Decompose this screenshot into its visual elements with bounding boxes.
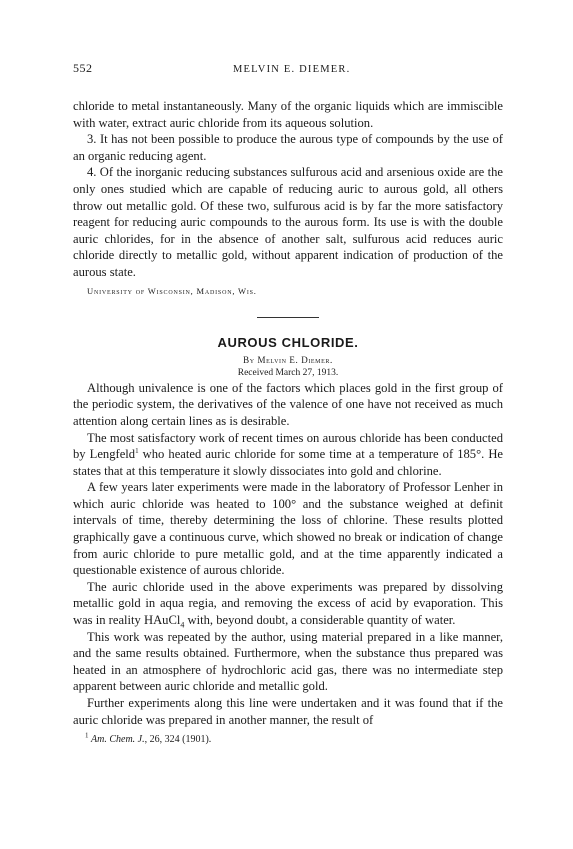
running-title: MELVIN E. DIEMER. bbox=[233, 64, 351, 75]
footnote-mark: 1 bbox=[85, 731, 89, 740]
article-title: AUROUS CHLORIDE. bbox=[217, 335, 359, 351]
article-paragraph-4 bbox=[73, 579, 503, 629]
continued-paragraph-2: 3. It has not been possible to produce the aurous type of compounds by the use of an organic reducing agent. bbox=[73, 132, 503, 163]
footnote-journal: Am. Chem. J. bbox=[91, 734, 145, 746]
footnote bbox=[85, 732, 503, 749]
formula-subscript: 4 bbox=[180, 620, 185, 630]
article-byline: By Melvin E. Diemer. bbox=[243, 354, 333, 365]
section-separator bbox=[257, 317, 319, 318]
author-affiliation: University of Wisconsin, Madison, Wis. bbox=[87, 285, 257, 296]
article-paragraph-3: A few years later experiments were made in the laboratory of Professor Lenher in which auric chloride was heated to 100° and the substance weighed at definit intervals of time, thereby determining the loss of chlorine. These results plotted graphically gave a continuous curve, which showed no break or indication of change from auric chloride to pure metallic gold, and at the time apparently indicated a questionable existence of aurous chloride. bbox=[73, 480, 503, 578]
article-paragraph-2 bbox=[73, 430, 503, 480]
article-paragraph-6: Further experiments along this line were undertaken and it was found that if the auric chloride was prepared in another manner, the result of bbox=[73, 696, 503, 727]
paper-page bbox=[73, 60, 503, 749]
article-paragraph-5: This work was repeated by the author, using material prepared in a like manner, and the same results obtained. Furthermore, when the substance thus prepared was heated in an atmosphere of hydrochloric acid gas, there was no intermediate step apparent between auric chloride and metallic gold. bbox=[73, 629, 503, 694]
footnote-reference: 1 bbox=[135, 446, 139, 455]
running-head bbox=[73, 60, 503, 78]
paragraph-4-text-b: with, beyond doubt, a considerable quantity of water. bbox=[184, 613, 456, 628]
continued-paragraph-3: 4. Of the inorganic reducing substances sulfurous acid and arsenious oxide are the only ones studied which are capable of reducing auric to aurous gold, all others throw out metallic gold. Of these two, sulfurous acid is by far the more satisfactory reagent for reducing auric compounds to the aurous form. Its use is with the double auric chlorides, for in the absence of another salt, sulfurous acid reduces auric chloride directly to metallic gold, without apparent indication of production of the aurous state. bbox=[73, 165, 503, 279]
page-number: 552 bbox=[73, 61, 93, 75]
paragraph-4-text-a: The auric chloride used in the above experiments was prepared by dissolving metallic gold in aqua regia, and removing the excess of acid by evaporation. This was in reality HAuCl bbox=[73, 579, 503, 628]
received-date: Received March 27, 1913. bbox=[237, 367, 339, 378]
paragraph-2-text-b: who heated auric chloride for some time at a temperature of 185°. He states that at this temperature it slowly dissociates into gold and chlorine. bbox=[73, 447, 504, 478]
continued-paragraph-1: chloride to metal instantaneously. Many of the organic liquids which are immiscible with water, extract auric chloride from its aqueous solution. bbox=[73, 99, 503, 130]
paragraph-2-text-a: The most satisfactory work of recent times on aurous chloride has been conducted by Lengfeld bbox=[73, 430, 503, 462]
footnote-citation: , 26, 324 (1901). bbox=[144, 734, 212, 746]
article-paragraph-1: Although univalence is one of the factors which places gold in the first group of the periodic system, the derivatives of the valence of one have not received as much attention along certain lines as is desirable. bbox=[73, 380, 503, 428]
